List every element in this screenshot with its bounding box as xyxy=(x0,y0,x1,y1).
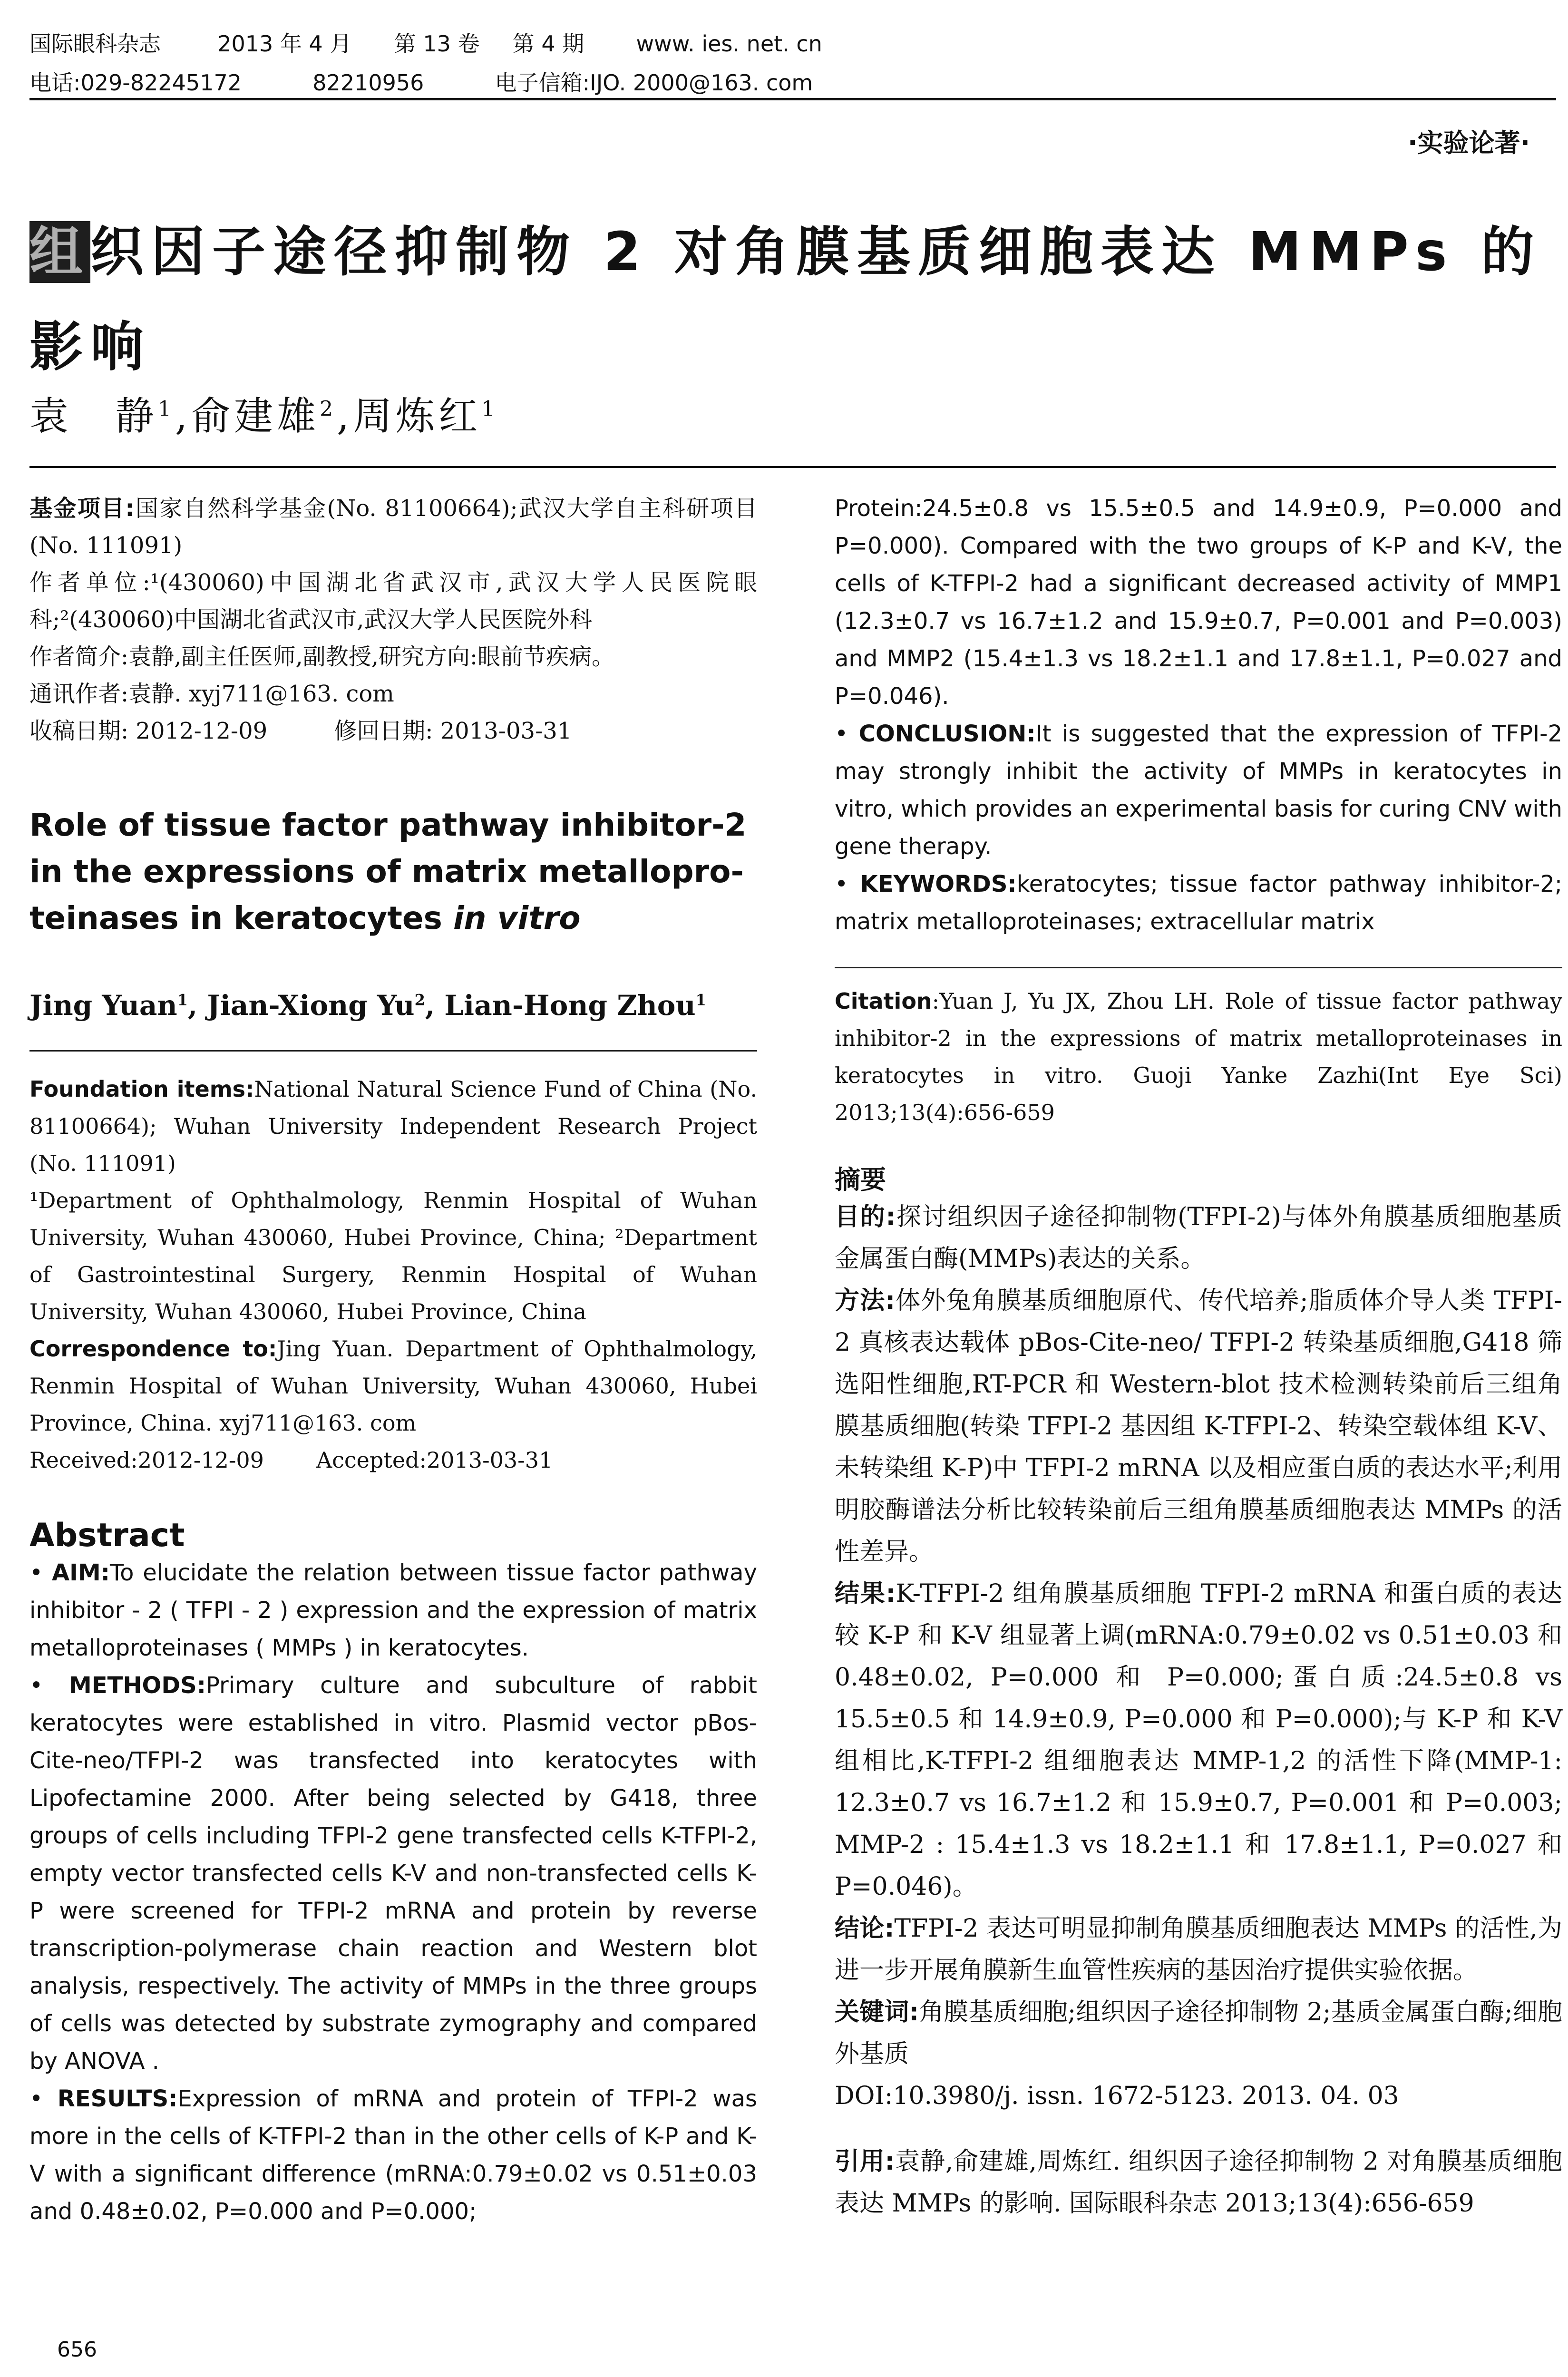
author-cn-1-sup: 1 xyxy=(158,397,175,421)
cn-results xyxy=(835,1573,1562,1908)
authors-cn: 袁 静$^1$,俞建雄$^2$,周炼红$^1$ xyxy=(29,394,499,439)
keywords-rule xyxy=(835,967,1562,968)
left-column xyxy=(29,490,757,2231)
received-cn: 收稿日期: 2012-12-09 xyxy=(29,718,268,744)
abstract-results-cont: Protein:24.5±0.8 vs 15.5±0.5 and 14.9±0.9, P=0.000 and P=0.000). Compared with the two groups of K-P and K-V, the cells of K-TFPI-2 had a significant decreased activity of MMP1 (12.3±0.7 vs 16.7±1.2 and 15.9±0.7, P=0.001 and P=0.003) and MMP2 (15.4±1.3 vs 18.2±1.1 and 17.8±1.1, P=0.027 and P=0.046). xyxy=(835,495,1562,710)
title-rule xyxy=(29,466,1556,468)
cn-methods-label: 方法: xyxy=(835,1286,896,1315)
cn-conclusion-text: TFPI-2 表达可明显抑制角膜基质细胞表达 MMPs 的活性,为进一步开展角膜新生血管性疾病的基因治疗提供实验依据。 xyxy=(835,1914,1562,1985)
journal-header-line2 xyxy=(29,66,813,97)
article-title xyxy=(29,205,1551,395)
cn-aim-text: 探讨组织因子途径抑制物(TFPI-2)与体外角膜基质细胞基质金属蛋白酶(MMPs)表达的关系。 xyxy=(835,1203,1562,1273)
abstract-conclusion: • CONCLUSION:It is suggested that the expression of TFPI-2 may strongly inhibit the activity of MMPs in keratocytes in vitro, which provides an experimental basis for curing CNV with gene therapy. xyxy=(835,721,1563,860)
abstract-methods: • METHODS:Primary culture and subculture of rabbit keratocytes were established in vitro. Plasmid vector pBos-Cite-neo/TFPI-2 was transfected into keratocytes with Lipofectamine 2000. After being selected by G418, three groups of cells including TFPI-2 gene transfected cells K-TFPI-2, empty vector transfected cells K-V and non-transfected cells K-P were screened for TFPI-2 mRNA and protein by reverse transcription-polymerase chain reaction and Western blot analysis, respectively. The activity of MMPs in the three groups of cells was detected by substrate zymography and compared by ANOVA . xyxy=(29,1672,757,2075)
author-en-1: Jing Yuan xyxy=(29,989,177,1022)
citation-en xyxy=(835,983,1562,1131)
conclusion-text: It is suggested that the expression of TFPI-2 may strongly inhibit the activity of MMPs in keratocytes in vitro, which provides an experimental basis for curing CNV with gene therapy. xyxy=(835,721,1563,860)
results-text: Expression of mRNA and protein of TFPI-2 was more in the cells of K-TFPI-2 than in the other cells of K-P and K-V with a significant difference (mRNA:0.79±0.02 vs 0.51±0.03 and 0.48±0.02, P=0.000 and P=0.000; xyxy=(29,2085,757,2225)
fund-block xyxy=(29,490,757,564)
bio-label: 作者简介: xyxy=(29,643,129,670)
cn-methods xyxy=(835,1280,1562,1573)
english-title-italic: in vitro xyxy=(453,900,581,936)
section-tag: ·实验论著· xyxy=(1407,128,1530,158)
foundation-items xyxy=(29,1071,757,1182)
bio-block xyxy=(29,638,757,675)
cn-conclusion xyxy=(835,1908,1562,1991)
conclusion-label: CONCLUSION: xyxy=(858,721,1036,747)
phone2: 82210956 xyxy=(312,70,424,96)
correspondence-en xyxy=(29,1330,757,1442)
foundation-label: Foundation items: xyxy=(29,1076,254,1102)
author-cn-3: 周炼红 xyxy=(353,394,482,439)
title-first-char: 组 xyxy=(29,221,90,283)
aim-label: AIM: xyxy=(52,1559,110,1586)
correspondence-text[interactable]: Jing Yuan. Department of Ophthalmology, Renmin Hospital of Wuhan University, Wuhan 430060, Hubei Province, China. xyj711@163. com xyxy=(29,1336,758,1436)
aim-text: To elucidate the relation between tissue factor pathway inhibitor - 2 ( TFPI - 2 ) expression and the expression of matrix metalloproteinases ( MMPs ) in keratocytes. xyxy=(29,1559,757,1661)
abstract-results: • RESULTS:Expression of mRNA and protein of TFPI-2 was more in the cells of K-TFPI-2 than in the other cells of K-P and K-V with a significant difference (mRNA:0.79±0.02 vs 0.51±0.03 and 0.48±0.02, P=0.000 and P=0.000; xyxy=(29,2085,757,2225)
email[interactable]: 电子信箱:IJO. 2000@163. com xyxy=(495,70,813,96)
cn-methods-text: 体外兔角膜基质细胞原代、传代培养;脂质体介导人类 TFPI-2 真核表达载体 pBos-Cite-neo/ TFPI-2 转染基质细胞,G418 筛选阳性细胞,RT-PCR 和 Western-blot 技术检测转染前后三组角膜基质细胞(转染 TFPI-2 基因组 K-TFPI-2、转染空载体组 K-V、未转染组 K-P)中 TFPI-2 mRNA 以及相应蛋白质的表达水平;利用明胶酶谱法分析比较转染前后三组角膜基质细胞表达 MMPs 的活性差异。 xyxy=(835,1286,1562,1566)
journal-name: 国际眼科杂志 xyxy=(29,31,161,57)
cn-results-text: K-TFPI-2 组角膜基质细胞 TFPI-2 mRNA 和蛋白质的表达较 K-P 和 K-V 组显著上调(mRNA:0.79±0.02 vs 0.51±0.03 和 0.48±0.02, P=0.000 和 P=0.000;蛋白质:24.5±0.8 vs 15.5±0.5 和 14.9±0.9, P=0.000 和 P=0.000);与 K-P 和 K-V 组相比,K-TFPI-2 组细胞表达 MMP-1,2 的活性下降(MMP-1: 12.3±0.7 vs 16.7±1.2 和 15.9±0.7, P=0.001 和 P=0.003; MMP-2 : 15.4±1.3 vs 18.2±1.1 和 17.8±1.1, P=0.027 和 P=0.046)。 xyxy=(835,1579,1562,1901)
author-en-2-sup: 2 xyxy=(414,991,425,1009)
corr-block xyxy=(29,675,757,712)
author-en-2: Jian-Xiong Yu xyxy=(207,989,415,1022)
corr-label: 通讯作者: xyxy=(29,681,129,707)
keywords-label: KEYWORDS: xyxy=(860,871,1017,897)
cn-keywords xyxy=(835,1991,1562,2075)
foundation-text: National Natural Science Fund of China (No. 81100664); Wuhan University Independent Research Project (No. 111091) xyxy=(29,1076,757,1176)
unit-text: ¹(430060)中国湖北省武汉市,武汉大学人民医院眼科;²(430060)中国湖北省武汉市,武汉大学人民医院外科 xyxy=(29,569,757,633)
phone: 电话:029-82245172 xyxy=(29,70,242,96)
author-cn-2-sup: 2 xyxy=(320,397,337,421)
volume: 第 13 卷 xyxy=(394,31,480,57)
cn-keywords-text: 角膜基质细胞;组织因子途径抑制物 2;基质金属蛋白酶;细胞外基质 xyxy=(835,1998,1562,2068)
author-en-1-sup: 1 xyxy=(177,991,188,1009)
author-cn-2: 俞建雄 xyxy=(191,394,320,439)
issue-date: 2013 年 4 月 xyxy=(217,31,352,57)
cn-citation xyxy=(835,2141,1562,2224)
citation-label: Citation xyxy=(835,988,932,1014)
authors-en: Jing Yuan$^1$, Jian-Xiong Yu$^2$, Lian-Hong Zhou$^1$ xyxy=(29,989,706,1022)
title-rest: 织因子途径抑制物 2 对角膜基质细胞表达 MMPs 的影响 xyxy=(29,221,1542,378)
methods-text: Primary culture and subculture of rabbit keratocytes were established in vitro. Plasmid vector pBos-Cite-neo/TFPI-2 was transfected into keratocytes with Lipofectamine 2000. After being selected by G418, three groups of cells including TFPI-2 gene transfected cells K-TFPI-2, empty vector transfected cells K-V and non-transfected cells K-P were screened for TFPI-2 mRNA and protein by reverse transcription-polymerase chain reaction and Western blot analysis, respectively. The activity of MMPs in the three groups of cells was detected by substrate zymography and compared by ANOVA . xyxy=(29,1672,757,2075)
dates-cn xyxy=(29,712,757,750)
cn-results-label: 结果: xyxy=(835,1579,896,1608)
right-column xyxy=(835,490,1562,2224)
page-number: 656 xyxy=(57,2338,97,2362)
header-rule xyxy=(29,98,1556,100)
citation-text: :Yuan J, Yu JX, Zhou LH. Role of tissue factor pathway inhibitor-2 in the expressions of matrix metalloproteinases in keratocytes in vitro. Guoji Yanke Zazhi(Int Eye Sci) 2013;13(4):656-659 xyxy=(835,988,1562,1125)
accepted-en: Accepted:2013-03-31 xyxy=(316,1447,553,1473)
abstract-aim: • AIM:To elucidate the relation between tissue factor pathway inhibitor - 2 ( TFPI - 2 ) expression and the expression of matrix metalloproteinases ( MMPs ) in keratocytes. xyxy=(29,1559,757,1661)
cn-abstract-heading: 摘要 xyxy=(835,1165,886,1195)
cn-aim-label: 目的: xyxy=(835,1203,896,1231)
cn-citation-label: 引用: xyxy=(835,2147,895,2176)
results-label: RESULTS: xyxy=(57,2085,178,2112)
authors-rule xyxy=(29,1050,757,1052)
unit-block xyxy=(29,564,757,638)
cn-citation-text: 袁静,俞建雄,周炼红. 组织因子途径抑制物 2 对角膜基质细胞表达 MMPs 的影响. 国际眼科杂志 2013;13(4):656-659 xyxy=(835,2147,1562,2218)
cn-aim xyxy=(835,1196,1562,1280)
keywords-text: keratocytes; tissue factor pathway inhibitor-2; matrix metalloproteinases; extracellular matrix xyxy=(835,871,1563,935)
fund-text: 国家自然科学基金(No. 81100664);武汉大学自主科研项目(No. 111091) xyxy=(29,495,757,559)
revised-cn: 修回日期: 2013-03-31 xyxy=(334,718,572,744)
cn-conclusion-label: 结论: xyxy=(835,1914,895,1943)
unit-label: 作者单位: xyxy=(29,569,150,596)
doi[interactable]: DOI:10.3980/j. issn. 1672-5123. 2013. 04. 03 xyxy=(835,2082,1399,2110)
author-cn-1: 袁 静 xyxy=(29,394,158,439)
abstract-keywords: • KEYWORDS:keratocytes; tissue factor pathway inhibitor-2; matrix metalloproteinases; extracellular matrix xyxy=(835,871,1563,935)
methods-label: METHODS: xyxy=(69,1672,206,1699)
correspondence-label: Correspondence to: xyxy=(29,1336,277,1362)
website[interactable]: www. ies. net. cn xyxy=(636,31,822,57)
author-en-3: Lian-Hong Zhou xyxy=(444,989,696,1022)
corr-text[interactable]: 袁静. xyj711@163. com xyxy=(128,681,394,707)
author-en-3-sup: 1 xyxy=(695,991,706,1009)
english-title xyxy=(29,802,757,942)
received-en: Received:2012-12-09 xyxy=(29,1447,264,1473)
author-cn-3-sup: 1 xyxy=(481,397,499,421)
cn-keywords-label: 关键词: xyxy=(835,1998,919,2026)
issue-number: 第 4 期 xyxy=(512,31,584,57)
dates-en xyxy=(29,1442,757,1479)
affiliations-en: ¹Department of Ophthalmology, Renmin Hospital of Wuhan University, Wuhan 430060, Hubei Province, China; ²Department of Gastrointestinal Surgery, Renmin Hospital of Wuhan University, Wuhan 430060, Hubei Province, China xyxy=(29,1188,757,1325)
bio-text: 袁静,副主任医师,副教授,研究方向:眼前节疾病。 xyxy=(128,643,615,670)
fund-label: 基金项目: xyxy=(29,495,135,522)
english-title-text: Role of tissue factor pathway inhibitor-2 in the expressions of matrix metallopro-teinases in keratocytes xyxy=(29,807,747,936)
journal-header-line1 xyxy=(29,27,822,58)
citation-gap xyxy=(835,2117,1562,2141)
abstract-heading: Abstract xyxy=(29,1517,185,1554)
